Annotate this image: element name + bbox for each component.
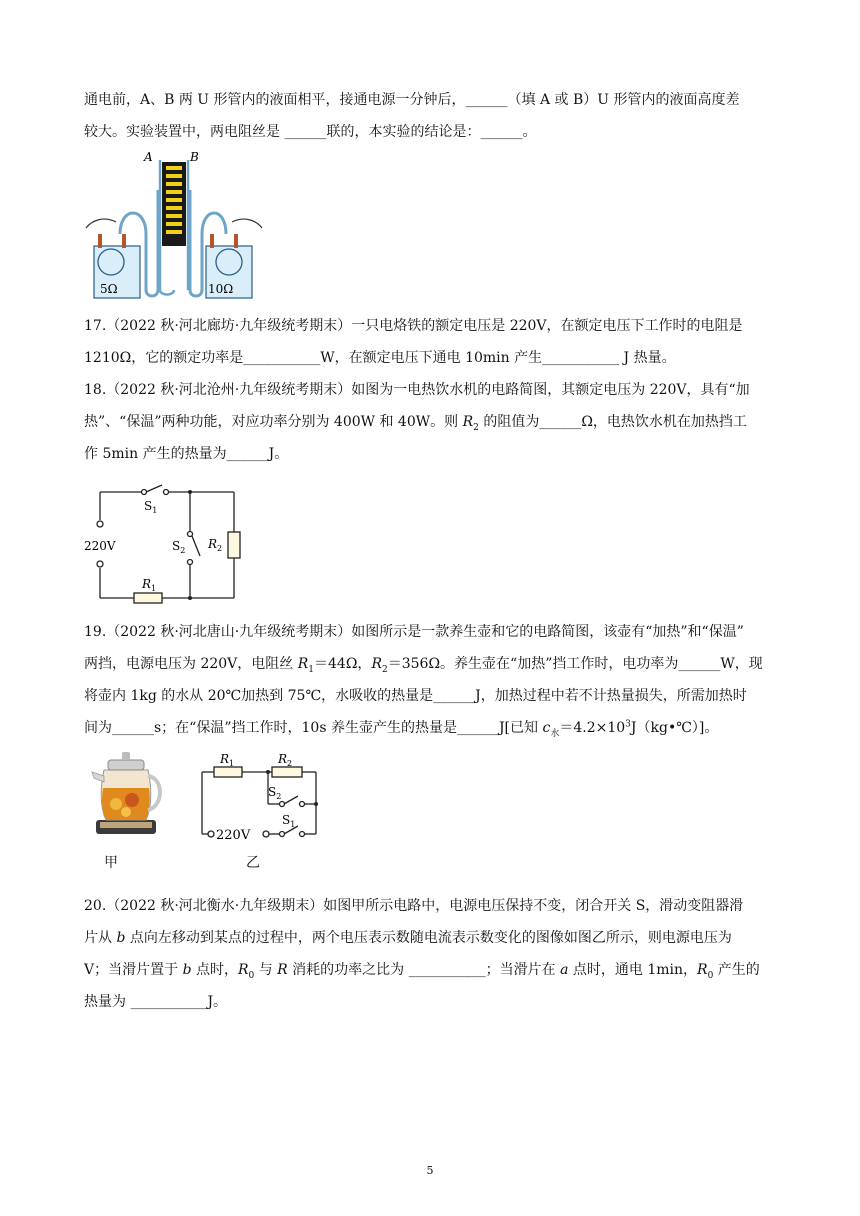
label-220v: 220V — [84, 539, 116, 553]
q19-line-2: 两挡，电源电压为 220V，电阻丝 $R_1=44\Omega$，$R_2=356\Omega$。养生壶在“加热”挡工作时，电功率为______W，现 — [84, 656, 763, 675]
q16-line-2: 较大。实验装置中，两电阻丝是 ______联的，本实验的结论是：______。 — [84, 124, 537, 140]
q16-line-1: 通电前，A、B 两 U 形管内的液面相平，接通电源一分钟后，______（填 A 或 B）U 形管内的液面高度差 — [84, 92, 740, 108]
label-r1: $R_1$ — [220, 752, 235, 768]
q17-line-2: 1210Ω，它的额定功率是___________W，在额定电压下通电 10min 产生___________ J 热量。 — [84, 350, 676, 366]
label-s1: $S_1$ — [282, 813, 296, 829]
label-s1: $S_1$ — [144, 499, 158, 515]
page-number: 5 — [426, 1164, 434, 1177]
label-a: A — [144, 150, 153, 164]
label-r2: $R_2$ — [208, 537, 223, 553]
figure-kettle-circuit — [196, 750, 324, 846]
figure-dispenser-circuit — [84, 482, 254, 608]
q20-line-4: 热量为 ___________J。 — [84, 994, 228, 1010]
label-220v: 220V — [216, 828, 251, 843]
caption-jia: 甲 — [104, 855, 118, 871]
q20-line-1: 20.（2022 秋·河北衡水·九年级期末）如图甲所示电路中，电源电压保持不变，闭合开关 S，滑动变阻器滑 — [84, 898, 744, 914]
label-5-ohm: 5Ω — [100, 282, 118, 296]
question-17 — [84, 310, 778, 374]
caption-yi: 乙 — [246, 855, 260, 871]
question-16-continued — [84, 84, 778, 148]
label-s2: $S_2$ — [268, 785, 282, 801]
label-10-ohm: 10Ω — [208, 282, 234, 296]
question-18 — [84, 374, 778, 470]
q20-line-2: 片从 b 点向左移动到某点的过程中，两个电压表示数随电流表示数变化的图像如图乙所示，则电源电压为 — [84, 930, 732, 946]
question-20 — [84, 890, 778, 1018]
label-s2: $S_2$ — [172, 539, 186, 555]
label-b: B — [190, 150, 199, 164]
q18-line-1: 18.（2022 秋·河北沧州·九年级统考期末）如图为一电热饮水机的电路简图，其额定电压为 220V，具有“加 — [84, 382, 750, 398]
label-r2: $R_2$ — [278, 752, 293, 768]
q19-line-4: 间为______s；在“保温”挡工作时，10s 养生壶产生的热量是______J[已知 $c_水=4.2\times 10^3J(kg•℃)$]。 — [84, 719, 719, 739]
figure-kettle-picture — [84, 748, 168, 846]
q20-line-3: V；当滑片置于 b 点时，$R_0$ 与 R 消耗的功率之比为 ___________；当滑片在 a 点时，通电 1min，$R_0$ 产生的 — [84, 962, 760, 981]
label-r1: $R_1$ — [142, 577, 157, 593]
q19-line-3: 将壶内 1kg 的水从 20℃加热到 75℃，水吸收的热量是______J，加热过程中若不计热量损失，所需加热时 — [84, 688, 747, 704]
figure-u-tube-apparatus — [84, 150, 264, 300]
q18-line-3: 作 5min 产生的热量为______J。 — [84, 446, 289, 462]
q17-line-1: 17.（2022 秋·河北廊坊·九年级统考期末）一只电烙铁的额定电压是 220V，在额定电压下工作时的电阻是 — [84, 318, 743, 334]
q18-line-2: 热”、“保温”两种功能，对应功率分别为 400W 和 40W。则 $R_2$ 的阻值为______Ω，电热饮水机在加热挡工 — [84, 414, 747, 433]
question-19 — [84, 616, 778, 744]
q19-line-1: 19.（2022 秋·河北唐山·九年级统考期末）如图所示是一款养生壶和它的电路简图，该壶有“加热”和“保温” — [84, 624, 744, 640]
